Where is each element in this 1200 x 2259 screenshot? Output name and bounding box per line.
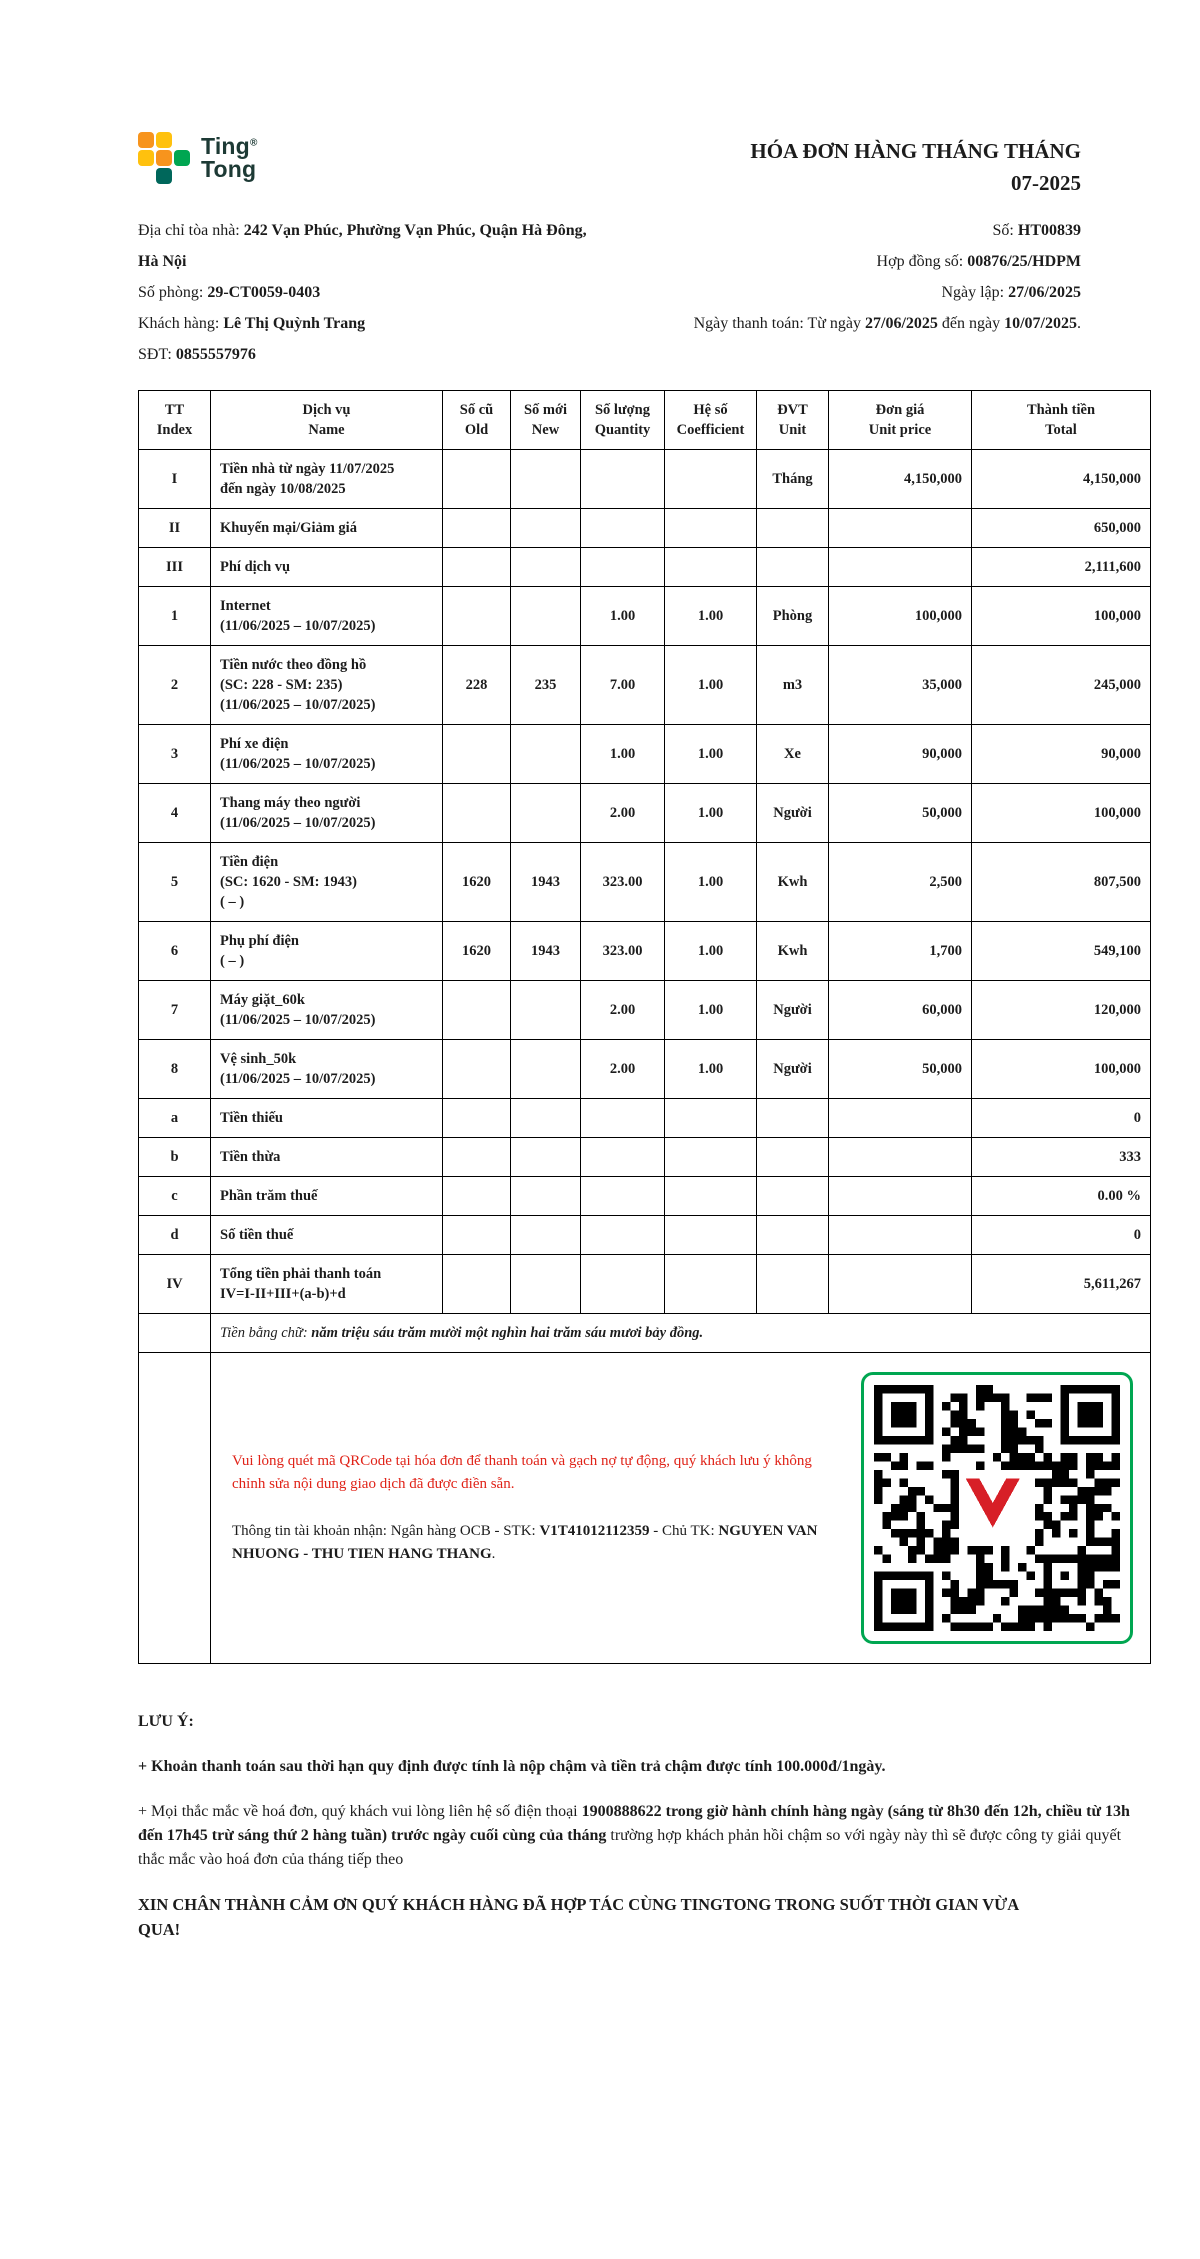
cell-coefficient: 1.00 [665,587,757,646]
payment-cell [211,1353,1151,1664]
payment-row [139,1353,1151,1664]
cell-new [511,1177,581,1216]
qr-code [861,1372,1133,1644]
cell-unit: Xe [757,725,829,784]
contract-number: Hợp đồng số: 00876/25/HDPM [876,253,1081,270]
cell-coefficient [665,509,757,548]
cell-index: 4 [139,784,211,843]
cell-name: Tiền thiếu [211,1099,443,1138]
cell-quantity: 323.00 [581,843,665,922]
tingtong-logo [138,132,258,184]
table-row [139,1040,1151,1099]
column-header: Hệ số Coefficient [665,391,757,450]
table-row [139,1255,1151,1314]
cell-new [511,1138,581,1177]
cell-index: I [139,450,211,509]
cell-unit: Kwh [757,922,829,981]
cell-coefficient: 1.00 [665,981,757,1040]
cell-total: 90,000 [972,725,1151,784]
table-row [139,509,1151,548]
late-payment-note: + Khoản thanh toán sau thời hạn quy định được tính là nộp chậm và tiền trả chậm được tính 100.000đ/1ngày. [138,1758,886,1775]
invoice-table-head [139,391,1151,450]
cell-name: Phí dịch vụ [211,548,443,587]
cell-name: Khuyến mại/Giảm giá [211,509,443,548]
cell-old [443,1255,511,1314]
cell-unit-price: 90,000 [829,725,972,784]
table-row [139,784,1151,843]
registered-mark-icon: ® [249,136,258,148]
brand-word-tong: Tong [201,156,257,182]
cell-unit: Tháng [757,450,829,509]
invoice-info [138,215,1150,370]
customer-name: Khách hàng: Lê Thị Quỳnh Trang [138,315,366,332]
cell-new [511,450,581,509]
table-row [139,922,1151,981]
cell-coefficient: 1.00 [665,725,757,784]
cell-old [443,509,511,548]
cell-quantity [581,548,665,587]
table-row [139,1216,1151,1255]
cell-coefficient [665,450,757,509]
cell-unit-price [829,1138,972,1177]
cell-coefficient: 1.00 [665,1040,757,1099]
customer-info [138,215,603,370]
column-header: Dịch vụ Name [211,391,443,450]
cell-name: Máy giặt_60k (11/06/2025 – 10/07/2025) [211,981,443,1040]
qr-pattern-icon [874,1385,1120,1631]
cell-index: 1 [139,587,211,646]
tingtong-logo-icon [138,132,190,184]
cell-total: 650,000 [972,509,1151,548]
cell-index: b [139,1138,211,1177]
cell-old [443,587,511,646]
cell-old [443,981,511,1040]
cell-name: Phần trăm thuế [211,1177,443,1216]
cell-unit [757,1138,829,1177]
cell-total: 333 [972,1138,1151,1177]
cell-coefficient [665,1216,757,1255]
invoice-table-extra [139,1314,1151,1664]
contact-note: + Mọi thắc mắc về hoá đơn, quý khách vui lòng liên hệ số điện thoại 1900888622 trong giờ hành chính hàng ngày (sáng từ 8h30 đến 12h, chiều từ 13h đến 17h45 trừ sáng thứ 2 hàng tuần) trước ngày cuối cùng của tháng trường hợp khách phản hồi chậm so với ngày này thì sẽ được công ty giải quyết thắc mắc vào hoá đơn của tháng tiếp theo [138,1803,1130,1868]
cell-quantity: 323.00 [581,922,665,981]
cell-new [511,587,581,646]
cell-unit-price [829,1216,972,1255]
cell-coefficient [665,1138,757,1177]
cell-name: Phụ phí điện ( – ) [211,922,443,981]
invoice-header [138,132,1150,199]
cell-total: 0 [972,1099,1151,1138]
cell-coefficient: 1.00 [665,784,757,843]
cell-index: III [139,548,211,587]
cell-new [511,981,581,1040]
cell-unit-price [829,1255,972,1314]
cell-index: a [139,1099,211,1138]
cell-unit: Phòng [757,587,829,646]
cell-name: Tiền thừa [211,1138,443,1177]
invoice-table-body [139,450,1151,1314]
invoice-footer [138,1710,1150,1943]
cell-total: 245,000 [972,646,1151,725]
cell-empty [139,1314,211,1353]
room-number: Số phòng: 29-CT0059-0403 [138,284,321,301]
cell-total: 100,000 [972,784,1151,843]
cell-coefficient [665,548,757,587]
thank-you-note: XIN CHÂN THÀNH CẢM ƠN QUÝ KHÁCH HÀNG ĐÃ HỢP TÁC CÙNG TINGTONG TRONG SUỐT THỜI GIAN VỪA QUA! [138,1895,1019,1939]
cell-index: 5 [139,843,211,922]
cell-coefficient [665,1177,757,1216]
cell-unit [757,1099,829,1138]
cell-unit-price [829,1177,972,1216]
cell-empty [139,1353,211,1664]
cell-unit: Người [757,981,829,1040]
cell-unit-price: 1,700 [829,922,972,981]
cell-new: 1943 [511,922,581,981]
cell-new: 1943 [511,843,581,922]
cell-index: II [139,509,211,548]
cell-total: 549,100 [972,922,1151,981]
table-row [139,725,1151,784]
cell-new: 235 [511,646,581,725]
cell-unit-price: 100,000 [829,587,972,646]
cell-quantity [581,1099,665,1138]
cell-old [443,1216,511,1255]
cell-new [511,1099,581,1138]
table-row [139,1177,1151,1216]
cell-name: Tiền nước theo đồng hồ (SC: 228 - SM: 235) (11/06/2025 – 10/07/2025) [211,646,443,725]
column-header: Đơn giá Unit price [829,391,972,450]
cell-old: 1620 [443,922,511,981]
cell-old [443,1099,511,1138]
cell-quantity [581,509,665,548]
cell-new [511,725,581,784]
table-row [139,646,1151,725]
cell-index: 2 [139,646,211,725]
cell-index: 8 [139,1040,211,1099]
cell-unit: Kwh [757,843,829,922]
cell-new [511,1255,581,1314]
cell-index: 7 [139,981,211,1040]
bank-account-info: Thông tin tài khoản nhận: Ngân hàng OCB - STK: V1T41012112359 - Chủ TK: NGUYEN VAN NHUONG - THU TIEN HANG THANG. [232,1523,818,1563]
cell-unit-price: 2,500 [829,843,972,922]
cell-unit [757,1255,829,1314]
invoice-number: Số: HT00839 [992,222,1081,239]
cell-unit: m3 [757,646,829,725]
issue-date: Ngày lập: 27/06/2025 [941,284,1081,301]
column-header: Số cũ Old [443,391,511,450]
notes-title: LƯU Ý: [138,1713,194,1730]
cell-new [511,784,581,843]
cell-unit-price [829,1099,972,1138]
cell-index: 6 [139,922,211,981]
cell-index: c [139,1177,211,1216]
cell-index: 3 [139,725,211,784]
cell-name: Tiền nhà từ ngày 11/07/2025 đến ngày 10/08/2025 [211,450,443,509]
cell-coefficient [665,1255,757,1314]
amount-in-words-row [139,1314,1151,1353]
column-header: Số mới New [511,391,581,450]
cell-unit [757,1177,829,1216]
cell-quantity: 1.00 [581,725,665,784]
cell-unit-price [829,548,972,587]
table-row [139,1138,1151,1177]
cell-total: 5,611,267 [972,1255,1151,1314]
cell-name: Tổng tiền phải thanh toán IV=I-II+III+(a-b)+d [211,1255,443,1314]
table-row [139,981,1151,1040]
invoice-table [138,390,1151,1664]
payment-period: Ngày thanh toán: Từ ngày 27/06/2025 đến ngày 10/07/2025. [693,315,1081,332]
cell-quantity [581,1255,665,1314]
page-title: HÓA ĐƠN HÀNG THÁNG THÁNG 07-2025 [750,139,1081,195]
cell-old [443,548,511,587]
customer-phone: SĐT: 0855557976 [138,346,256,363]
table-row [139,548,1151,587]
qr-instruction-note: Vui lòng quét mã QRCode tại hóa đơn để thanh toán và gạch nợ tự động, quý khách lưu ý không chỉnh sửa nội dung giao dịch đã được điền sẵn. [232,1452,812,1492]
cell-old [443,1177,511,1216]
cell-unit-price: 35,000 [829,646,972,725]
cell-new [511,1040,581,1099]
cell-unit [757,1216,829,1255]
cell-total: 100,000 [972,587,1151,646]
cell-new [511,509,581,548]
cell-new [511,548,581,587]
cell-unit-price: 4,150,000 [829,450,972,509]
cell-name: Số tiền thuế [211,1216,443,1255]
cell-unit-price [829,509,972,548]
header-row [139,391,1151,450]
building-address: Địa chỉ tòa nhà: 242 Vạn Phúc, Phường Vạn Phúc, Quận Hà Đông, Hà Nội [138,222,587,270]
table-row [139,1099,1151,1138]
brand-word-ting: Ting [201,132,250,159]
cell-quantity [581,1138,665,1177]
payment-instructions [232,1450,835,1567]
cell-quantity [581,1177,665,1216]
cell-unit: Người [757,784,829,843]
column-header: ĐVT Unit [757,391,829,450]
cell-quantity: 1.00 [581,587,665,646]
cell-old [443,1138,511,1177]
cell-coefficient: 1.00 [665,843,757,922]
cell-quantity: 2.00 [581,981,665,1040]
column-header: Số lượng Quantity [581,391,665,450]
cell-name: Internet (11/06/2025 – 10/07/2025) [211,587,443,646]
cell-total: 4,150,000 [972,450,1151,509]
cell-name: Tiền điện (SC: 1620 - SM: 1943) ( – ) [211,843,443,922]
cell-coefficient: 1.00 [665,646,757,725]
cell-total: 2,111,600 [972,548,1151,587]
cell-unit: Người [757,1040,829,1099]
cell-old [443,784,511,843]
cell-unit [757,548,829,587]
cell-old [443,450,511,509]
cell-new [511,1216,581,1255]
cell-index: d [139,1216,211,1255]
cell-quantity [581,1216,665,1255]
cell-unit [757,509,829,548]
cell-quantity [581,450,665,509]
cell-total: 807,500 [972,843,1151,922]
cell-quantity: 7.00 [581,646,665,725]
table-row [139,450,1151,509]
cell-name: Thang máy theo người (11/06/2025 – 10/07/2025) [211,784,443,843]
cell-total: 0 [972,1216,1151,1255]
cell-name: Phí xe điện (11/06/2025 – 10/07/2025) [211,725,443,784]
cell-old [443,1040,511,1099]
cell-old: 1620 [443,843,511,922]
cell-total: 0.00 % [972,1177,1151,1216]
cell-unit-price: 50,000 [829,1040,972,1099]
amount-in-words: Tiền bằng chữ: năm triệu sáu trăm mười một nghìn hai trăm sáu mươi bảy đồng. [211,1314,1151,1353]
cell-index: IV [139,1255,211,1314]
tingtong-logo-text [201,132,258,182]
cell-name: Vệ sinh_50k (11/06/2025 – 10/07/2025) [211,1040,443,1099]
cell-quantity: 2.00 [581,784,665,843]
cell-unit-price: 60,000 [829,981,972,1040]
cell-total: 100,000 [972,1040,1151,1099]
invoice-meta [694,215,1081,370]
cell-quantity: 2.00 [581,1040,665,1099]
column-header: Thành tiền Total [972,391,1151,450]
table-row [139,843,1151,922]
column-header: TT Index [139,391,211,450]
cell-unit-price: 50,000 [829,784,972,843]
cell-total: 120,000 [972,981,1151,1040]
cell-old: 228 [443,646,511,725]
cell-old [443,725,511,784]
cell-coefficient [665,1099,757,1138]
table-row [139,587,1151,646]
cell-coefficient: 1.00 [665,922,757,981]
